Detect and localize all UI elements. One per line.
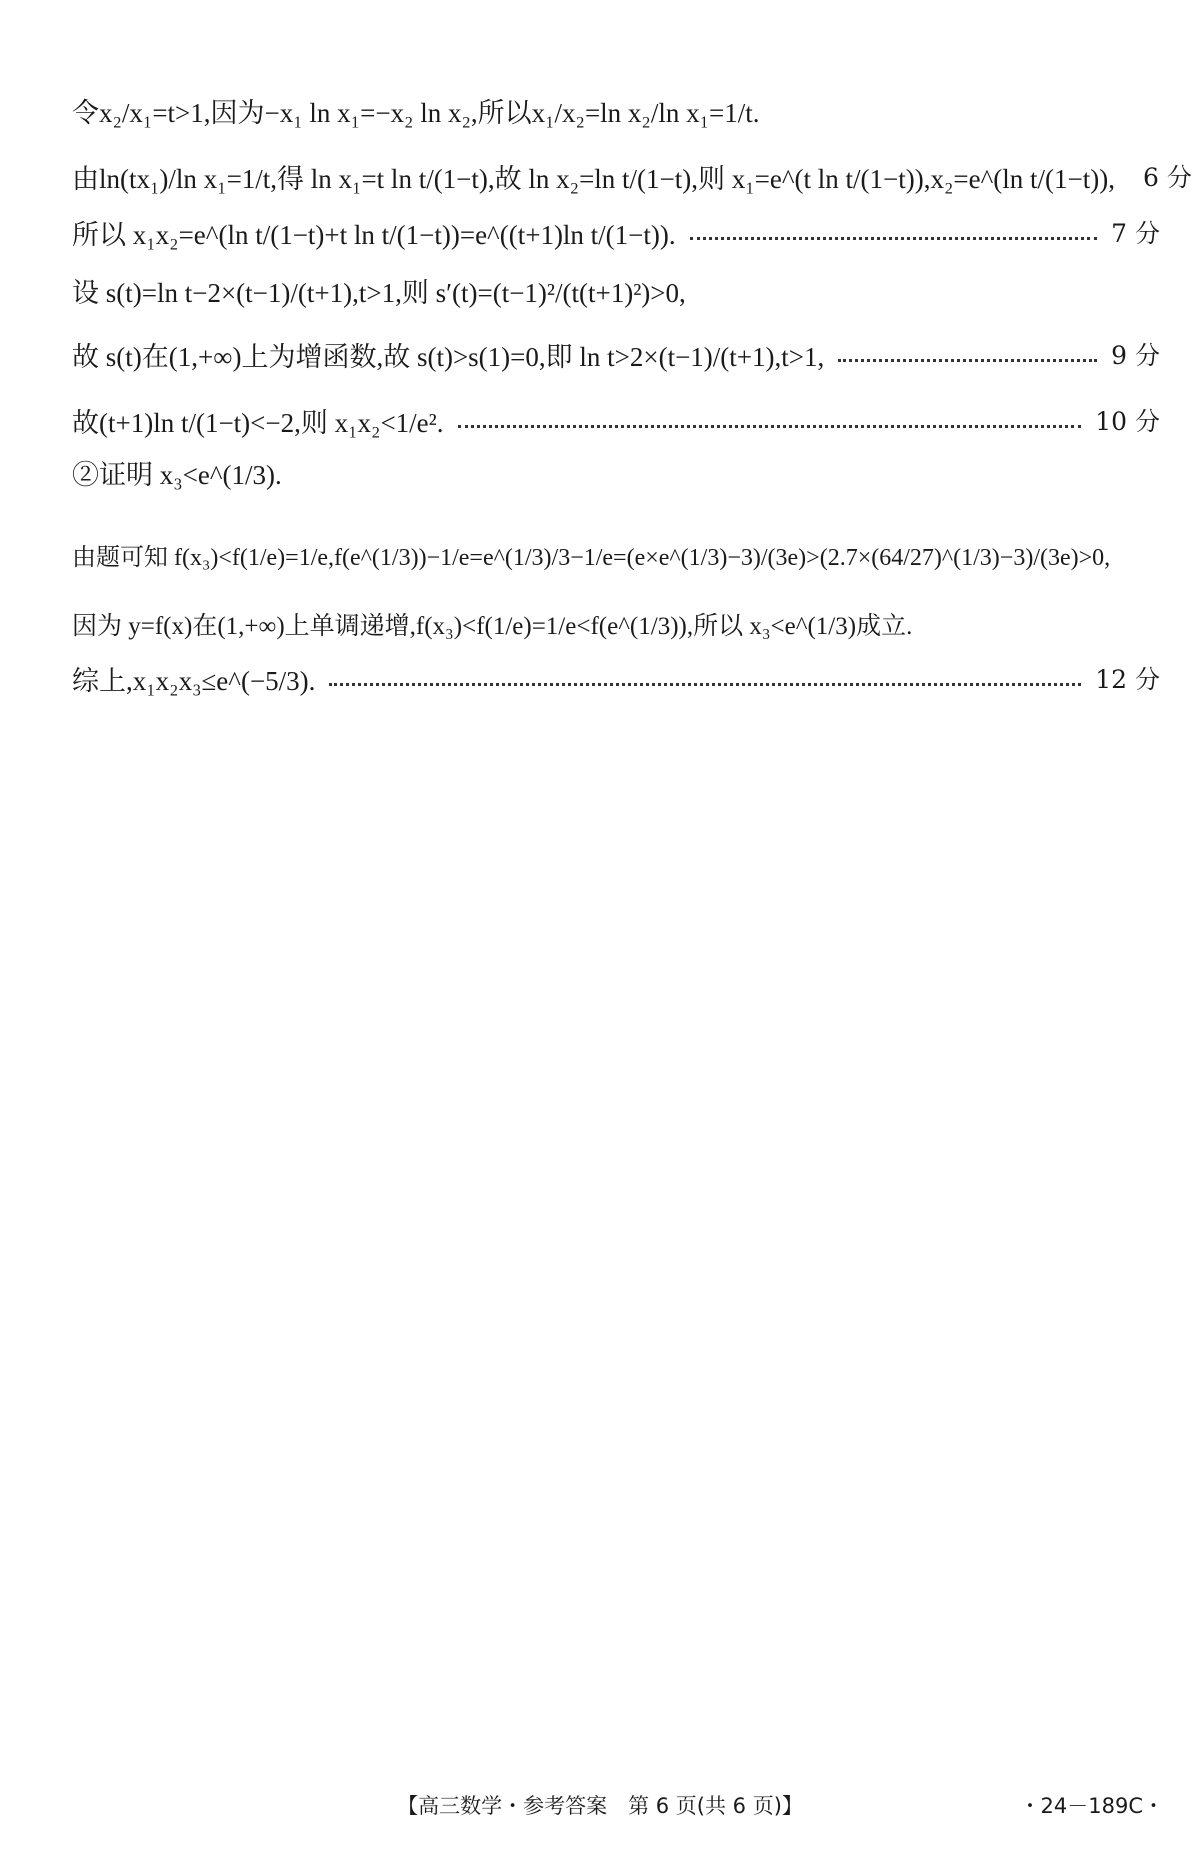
- line-content: 由题可知 f(x₃)<f(1/e)=1/e,f(e^(1/3))−1/e=e^(1/3)/3−1/e=(e×e^(1/3)−3)/(3e)>(2.7×(64/27)^(1/3)−3)/(3e)>0,: [72, 544, 1111, 571]
- line-content: ②证明 x₃<e^(1/3).: [72, 459, 282, 490]
- score-label: 6 分: [1143, 163, 1192, 192]
- score-label: 10 分: [1095, 407, 1160, 436]
- answer-line-9: [72, 600, 1160, 648]
- answer-line-8: [72, 522, 1160, 586]
- answer-line-1: [72, 82, 1160, 138]
- line-content: 令x₂/x₁=t>1,因为−x₁ ln x₁=−x₂ ln x₂,所以x₁/x₂=ln x₂/ln x₁=1/t.: [72, 97, 760, 128]
- score-label: 7 分: [1111, 219, 1160, 248]
- answer-line-10: [72, 656, 1160, 700]
- leader-dots: [690, 237, 1098, 240]
- answer-line-5: [72, 326, 1160, 382]
- footer-page-info: 【高三数学・参考答案 第 6 页(共 6 页)】: [397, 1794, 803, 1818]
- answer-line-6: [72, 392, 1160, 448]
- line-content: 故(t+1)ln t/(1−t)<−2,则 x₁x₂<1/e².: [72, 407, 444, 438]
- answer-line-4: [72, 262, 1160, 318]
- line-content: 由ln(tx₁)/ln x₁=1/t,得 ln x₁=t ln t/(1−t),故 ln x₂=ln t/(1−t),则 x₁=e^(t ln t/(1−t)),x₂=e^(ln t/(1−t)),: [72, 163, 1115, 194]
- score-label: 9 分: [1111, 341, 1160, 370]
- line-content: 设 s(t)=ln t−2×(t−1)/(t+1),t>1,则 s′(t)=(t−1)²/(t(t+1)²)>0,: [72, 277, 686, 308]
- leader-dots: [838, 359, 1097, 362]
- footer-code: ・24－189C・: [1019, 1794, 1164, 1818]
- leader-dots: [458, 425, 1082, 428]
- answer-line-3: [72, 210, 1160, 254]
- answer-line-7: [72, 452, 1160, 492]
- line-content: 因为 y=f(x)在(1,+∞)上单调递增,f(x₃)<f(1/e)=1/e<f(e^(1/3)),所以 x₃<e^(1/3)成立.: [72, 613, 913, 640]
- answer-line-2: [72, 148, 1192, 204]
- score-label: 12 分: [1095, 665, 1160, 694]
- leader-dots: [329, 683, 1081, 686]
- line-content: 所以 x₁x₂=e^(ln t/(1−t)+t ln t/(1−t))=e^((t+1)ln t/(1−t)).: [72, 219, 676, 250]
- line-content: 综上,x₁x₂x₃≤e^(−5/3).: [72, 665, 316, 696]
- line-content: 故 s(t)在(1,+∞)上为增函数,故 s(t)>s(1)=0,即 ln t>2×(t−1)/(t+1),t>1,: [72, 341, 825, 372]
